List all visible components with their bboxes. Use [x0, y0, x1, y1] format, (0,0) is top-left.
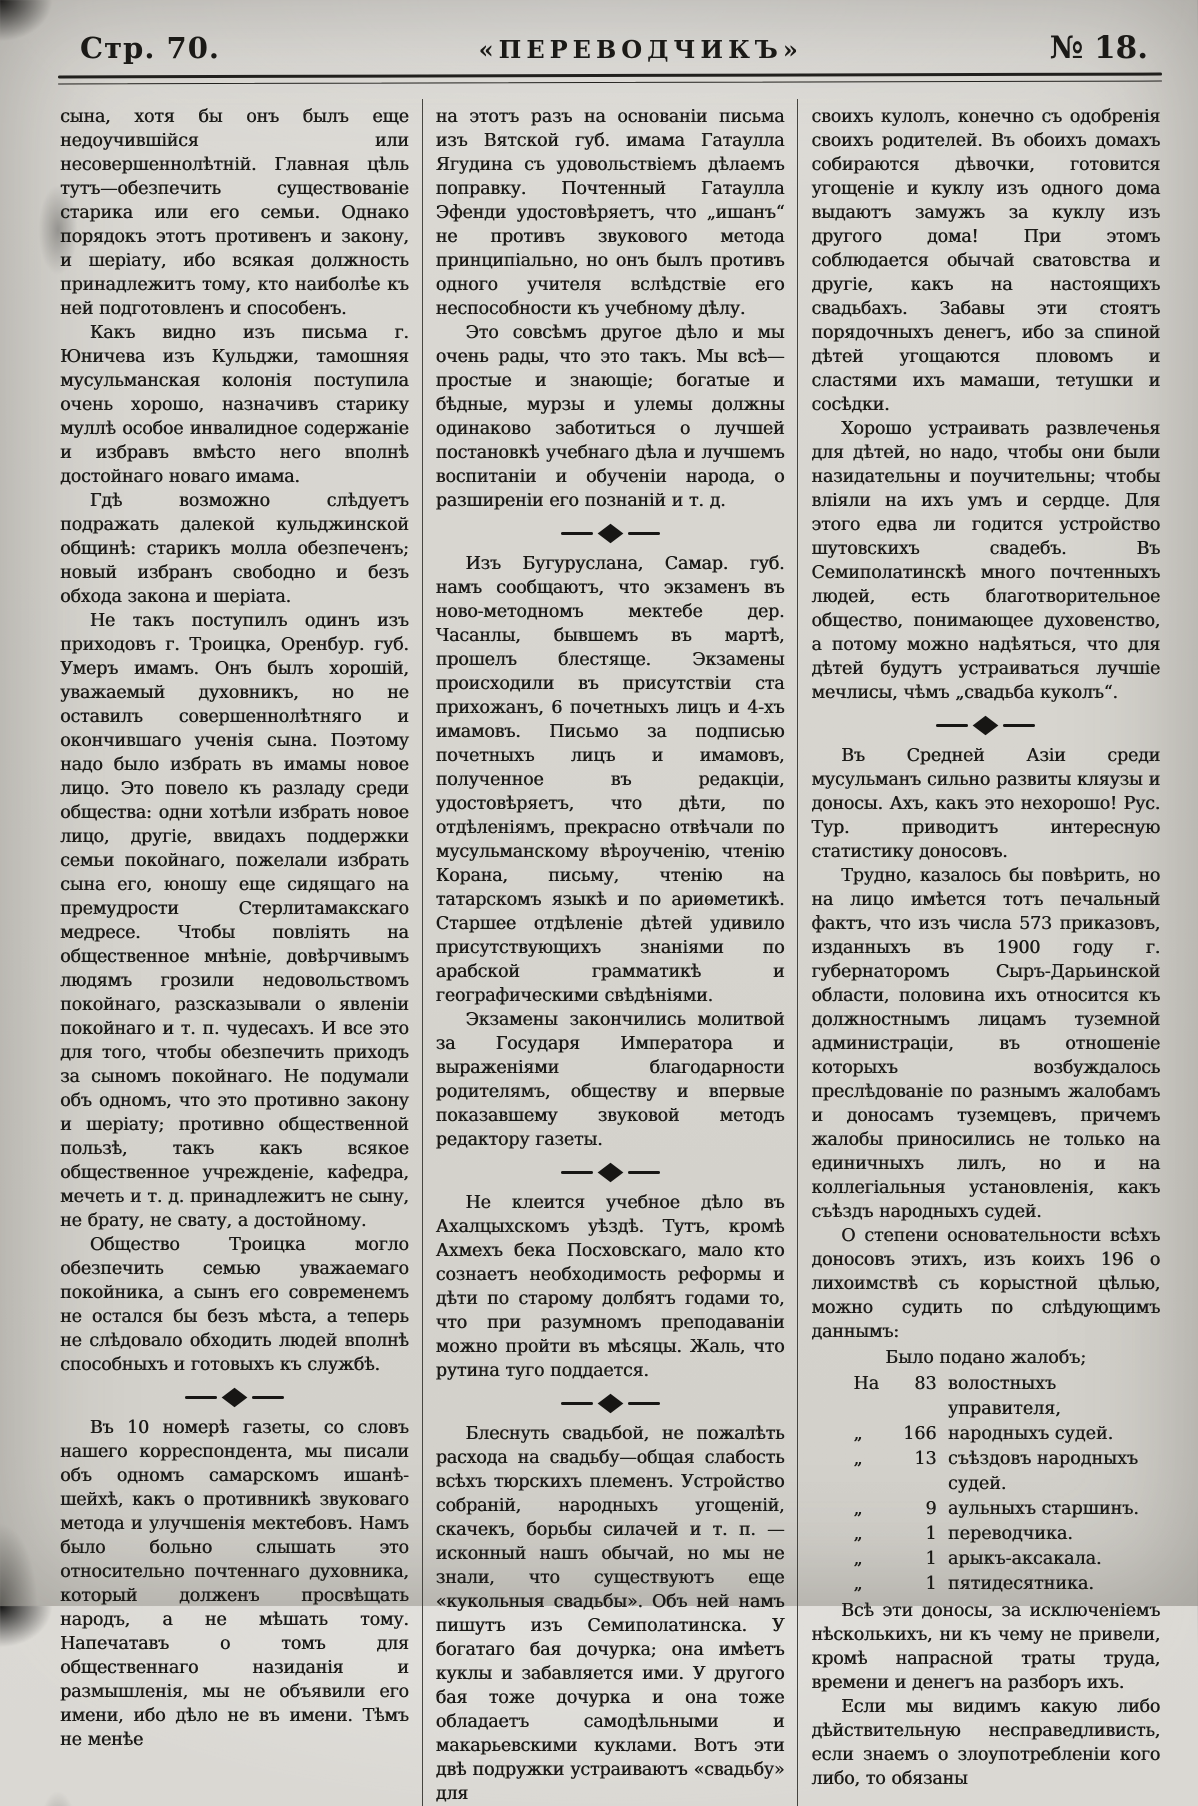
list-item-label: арыкъ-аксакала.	[947, 1549, 1102, 1570]
paragraph: О степени основательности всѣхъ доносовъ этихъ, изъ коихъ 196 о лихоимствѣ съ корыстной цѣлью, можно судить по слѣдующимъ даннымъ:	[811, 1226, 1161, 1343]
divider-dash	[561, 1402, 593, 1405]
paragraph: Не клеится учебное дѣло въ Ахалцыхскомъ уѣздѣ. Тутъ, кромѣ Ахмехъ бека Посховскаго, мало кто сознаетъ необходимость реформы и дѣти по старому долбятъ годами то, что при разумномъ преподаваніи можно пройти въ мѣсяцы. Жаль, что рутина туго поддается.	[435, 1193, 785, 1382]
paragraph: Не такъ поступилъ одинъ изъ приходовъ г. Троицка, Оренбур. губ. Умеръ имамъ. Онъ былъ хорошій, уважаемый духовникъ, но не оставилъ совершеннолѣтняго и окончившаго ученія сына. Поэтому надо было избрать въ имамы новое лицо. Это повело къ разладу среди общества: одни хотѣли избрать новое лицо, другіе, ввидахъ поддержки семьи покойнаго, пожелали избрать сына его, юношу еще сидящаго на премудрости Стерлитамакскаго медресе. Чтобы повліять на общественное мнѣніе, довѣрчивымъ людямъ грозили недовольствомъ покойнаго, разсказывали о явленіи покойнаго и т. п. чудесахъ. И все это для того, чтобы обезпечить приходъ за сыномъ покойнаго. Не подумали объ одномъ, что это противно закону и шеріату; противно общественной пользѣ, такъ какъ всякое общественное учрежденіе, кафедра, мечеть и т. д. принадлежитъ не сыну, не брату, не свату, а достойному.	[60, 611, 409, 1232]
list-item-count: 13	[914, 1449, 937, 1470]
list-item-label: съѣздовъ народныхъ судей.	[947, 1449, 1138, 1495]
paragraph: Общество Троицка могло обезпечить семью уважаемаго покойника, а сынъ его современемъ не остался бы безъ мѣста, а теперь не слѣдовало обходить людей вполнѣ способныхъ и готовыхъ къ службѣ.	[60, 1235, 409, 1376]
paragraph: Это совсѣмъ другое дѣло и мы очень рады, что это такъ. Мы всѣ—простые и знающіе; богатые и бѣдные, мурзы и улемы должны одинаково заботиться о лучшей постановкѣ учебнаго дѣла и лучшемъ воспитаніи и обученіи народа, о разширеніи его познаній и т. д.	[435, 323, 785, 512]
divider-dash	[561, 532, 593, 535]
section-divider	[60, 1392, 409, 1403]
list-item-label: переводчика.	[947, 1524, 1073, 1545]
newspaper-title: «ПЕРЕВОДЧИКЪ»	[478, 35, 803, 64]
list-item	[811, 1522, 1160, 1547]
paragraph: Блеснуть свадьбой, не пожалѣть расхода на свадьбу—общая слабость всѣхъ тюрскихъ племенъ. Устройство собраній, народныхъ угощеній, скачекъ, борьбы силачей и т. п. — исконный нашъ обычай, но мы не знали, что существуютъ еще «кукольныя свадьбы». Объ ней намъ пишутъ изъ Семиполатинска. У богатаго бая дочурка; она имѣетъ куклы и забавляется ими. У другого бая тоже дочурка и она тоже обладаетъ самодѣльными и макарьевскими куклами. Вотъ эти двѣ подружки устраиваютъ «свадьбу» для	[435, 1424, 785, 1805]
paragraph: Изъ Бугуруслана, Самар. губ. намъ сообщаютъ, что экзаменъ въ ново-методномъ мектебе дер. Часанлы, бывшемъ въ мартѣ, прошелъ блестяще. Экзамены происходили въ присутствіи ста прихожанъ, 6 почетныхъ лицъ и 4-хъ имамовъ. Письмо за подписью почетныхъ лицъ и имамовъ, полученное въ редакціи, удостовѣряетъ, что дѣти, по отдѣленіямъ, прекрасно отвѣчали по мусульманскому вѣроученію, чтенію Корана, письму, чтенію на татарскомъ языкѣ и по ариѳметикѣ. Старшее отдѣленіе дѣтей удивило присутствующихъ знаніями по арабской грамматикѣ и географическими свѣдѣніями.	[435, 554, 785, 1007]
section-divider	[436, 528, 785, 539]
list-item-prefix: „	[853, 1449, 863, 1470]
diamond-icon	[597, 524, 623, 543]
paragraph: Трудно, казалось бы повѣрить, но на лицо имѣется тотъ печальный фактъ, что изъ числа 573 приказовъ, изданныхъ въ 1900 году г. губернаторомъ Сыръ-Дарьинской области, половина ихъ относится къ должностнымъ лицамъ туземной администраціи, въ отношеніе которыхъ возбуждалось преслѣдованіе по разнымъ жалобамъ и доносамъ туземцевъ, причемъ жалобы приносились не только на единичныхъ лилъ, но и на коллегіальныя установленія, какъ съѣздъ народныхъ судей.	[811, 866, 1161, 1223]
list-item-prefix: „	[853, 1574, 863, 1595]
list-item	[811, 1447, 1160, 1497]
rule-top	[58, 73, 1162, 78]
list-item-count: 1	[925, 1524, 937, 1545]
page-number: Стр. 70.	[80, 31, 220, 65]
list-item-count: 83	[914, 1374, 937, 1395]
list-item-prefix: „	[853, 1424, 863, 1445]
diamond-icon	[221, 1388, 247, 1407]
paragraph: Если мы видимъ какую либо дѣйствительную несправедливисть, если знаемъ о злоупотребленіи кого либо, то обязаны	[811, 1697, 1161, 1790]
list-item	[811, 1497, 1160, 1522]
paragraph: Въ 10 номерѣ газеты, со словъ нашего корреспондента, мы писали объ одномъ самарскомъ ишанѣ-шейхѣ, какъ о противникѣ звуковаго метода и улучшенія мектебовъ. Намъ было больно слышать это относительно почтеннаго духовника, который долженъ просвѣщать народъ, а не мѣшать тому. Напечатавъ о томъ для общественнаго назиданія и размышленія, мы не объявили его имени, ибо дѣло не въ имени. Тѣмъ не менѣе	[60, 1418, 409, 1751]
paragraph: своихъ кулолъ, конечно съ одобренія своихъ родителей. Въ обоихъ домахъ собираются дѣвочки, готовится угощеніе и куклу изъ одного дома выдаютъ замужъ за куклу изъ другого дома! При этомъ соблюдается обычай сватовства и другіе, какъ на настоящихъ свадьбахъ. Забавы эти стоятъ порядочныхъ денегъ, ибо за спиной дѣтей угощаются пловомъ и сластями ихъ мамаши, тетушки и сосѣдки.	[811, 107, 1161, 416]
list-item-count: 9	[925, 1499, 937, 1520]
column-3	[797, 99, 1162, 1806]
paragraph: Гдѣ возможно слѣдуетъ подражать далекой кульджинской общинѣ: старикъ молла обезпеченъ; новый избранъ свободно и безъ обхода закона и шеріата.	[60, 491, 409, 608]
list-item-label: аульныхъ старшинъ.	[947, 1499, 1139, 1520]
paragraph: сына, хотя бы онъ былъ еще недоучившійся или несовершеннолѣтній. Главная цѣль тутъ—обезпечить существованіе старика или его семьи. Однако порядокъ этотъ противенъ и закону, и шеріату, ибо всякая должность принадлежитъ тому, кто наиболѣе къ ней подготовленъ и способенъ.	[60, 107, 409, 320]
list-item-prefix: „	[853, 1549, 863, 1570]
list-heading: Было подано жалобъ;	[885, 1348, 1087, 1369]
list-item	[811, 1547, 1160, 1572]
list-item-prefix: „	[853, 1524, 863, 1545]
list-item-prefix: На	[853, 1374, 880, 1395]
header-double-rule	[58, 73, 1162, 85]
paragraph: Всѣ эти доносы, за исключеніемъ нѣсколькихъ, ни къ чему не привели, кромѣ напрасной траты труда, времени и денегъ на разборъ ихъ.	[811, 1601, 1161, 1694]
diamond-icon	[597, 1163, 623, 1182]
columns	[58, 99, 1162, 1806]
paragraph: Въ Средней Азіи среди мусульманъ сильно развиты кляузы и доносы. Ахъ, какъ это нехорошо! Рус. Тур. приводитъ интересную статистику доносовъ.	[811, 746, 1161, 863]
divider-dash	[252, 1396, 284, 1399]
diamond-icon	[597, 1394, 623, 1413]
divider-dash	[185, 1396, 217, 1399]
column-2	[422, 99, 798, 1806]
divider-dash	[936, 724, 968, 727]
column-1	[58, 99, 422, 1806]
divider-dash	[628, 1171, 660, 1174]
divider-dash	[628, 532, 660, 535]
divider-dash	[561, 1171, 593, 1174]
list-item-count: 1	[925, 1574, 937, 1595]
list-item-prefix: „	[853, 1499, 863, 1520]
page-header	[58, 30, 1162, 66]
list-item-count: 166	[903, 1424, 937, 1445]
list-item-label: пятидесятника.	[947, 1574, 1094, 1595]
section-divider	[436, 1167, 785, 1178]
list-item-count: 1	[925, 1549, 937, 1570]
paragraph: Какъ видно изъ письма г. Юничева изъ Кульджи, тамошняя мусульманская колонія поступила очень хорошо, назначивъ старику муллѣ особое инвалидное содержаніе и избравъ вмѣсто него вполнѣ достойнаго новаго имама.	[60, 323, 409, 488]
paragraph: Хорошо устраивать развлеченья для дѣтей, но надо, чтобы они были назидательны и поучительны; чтобы вліяли на ихъ умъ и сердце. Для этого едва ли годится устройство шутовскихъ свадебъ. Въ Семиполатинскѣ много почтенныхъ людей, есть благотворительное общество, понимающее духовенство, а потому можно надѣяться, что для дѣтей будутъ устраиваться лучшіе мечлисы, чѣмъ „свадьба куколъ“.	[811, 419, 1161, 704]
list-item-label: народныхъ судей.	[947, 1424, 1114, 1445]
divider-dash	[628, 1402, 660, 1405]
rule-bottom	[58, 80, 1162, 84]
section-divider	[436, 1398, 785, 1409]
complaints-list	[811, 1372, 1160, 1597]
list-item	[811, 1572, 1160, 1597]
list-item	[811, 1422, 1160, 1447]
diamond-icon	[973, 716, 999, 735]
issue-number: № 18.	[1049, 30, 1148, 66]
paragraph: Экзамены закончились молитвой за Государя Императора и выраженіями благодарности родителямъ, обществу и впервые показавшему звуковой методъ редактору газеты.	[435, 1010, 785, 1151]
divider-dash	[1003, 724, 1035, 727]
section-divider	[811, 720, 1160, 731]
list-item	[811, 1372, 1160, 1422]
list-item-label: волостныхъ управителя,	[947, 1374, 1061, 1420]
paragraph: на этотъ разъ на основаніи письма изъ Вятской губ. имама Гатаулла Ягудина съ удовольствіемъ дѣлаемъ поправку. Почтенный Гатаулла Эфенди удостовѣряетъ, что „ишанъ“ не противъ звукового метода принципіально, но онъ былъ противъ одного учителя вслѣдствіе его неспособности къ учебному дѣлу.	[435, 107, 785, 320]
